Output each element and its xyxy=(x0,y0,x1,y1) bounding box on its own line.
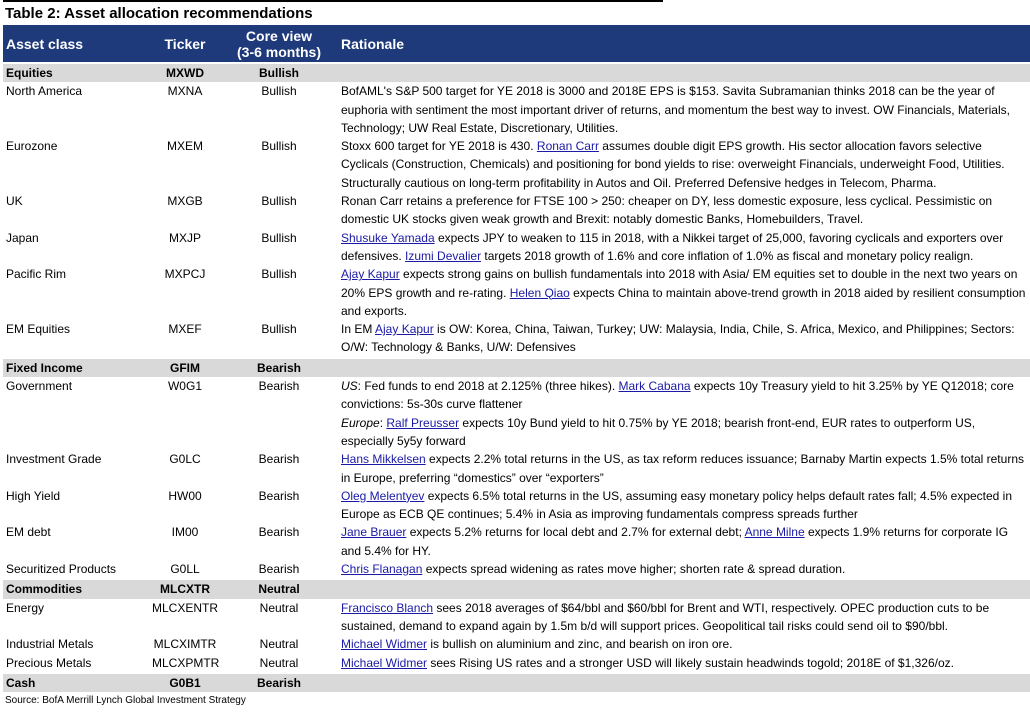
ticker-cell: GFIM xyxy=(149,358,221,377)
rationale-cell xyxy=(337,358,1030,377)
ticker-cell: MXNA xyxy=(167,84,203,99)
asset-class-cell: EM debt xyxy=(6,525,51,540)
asset-class-cell: Industrial Metals xyxy=(6,637,94,652)
rationale-cell xyxy=(337,377,1030,450)
core-view-cell: Bearish xyxy=(258,488,300,503)
table-row xyxy=(3,654,1030,673)
rationale-text: expects 2.2% total returns in the US, as tax reform reduces issuance; Barnaby Martin expects 1.5% total returns in Europe, preferring “domestics” over “exporters” xyxy=(341,452,1024,485)
asset-class-cell: Pacific Rim xyxy=(6,267,67,282)
core-view-cell: Bearish xyxy=(258,562,300,577)
rationale-cell xyxy=(337,82,1030,137)
table-row xyxy=(3,599,1030,636)
table-row xyxy=(3,320,1030,358)
rationale-cell xyxy=(337,192,1030,229)
core-view-cell: Bearish xyxy=(258,452,300,467)
asset-class-cell: Precious Metals xyxy=(6,655,92,670)
rationale-text: In EM xyxy=(341,322,376,337)
asset-class-cell: Securitized Products xyxy=(6,562,117,577)
analyst-link[interactable]: Chris Flanagan xyxy=(341,562,423,577)
core-view-cell: Bullish xyxy=(261,139,297,154)
rationale-text: sees Rising US rates and a stronger USD will likely sustain headwinds togold; 2018E of $1,326/oz. xyxy=(427,655,954,670)
header-rationale: Rationale xyxy=(337,25,1030,63)
table-row xyxy=(3,229,1030,266)
rationale-text: is OW: Korea, China, Taiwan, Turkey; UW: Malaysia, India, Chile, S. Africa, Mexico, and Philippines; Sectors: O/W: Technology & Banks, U/W: Defensives xyxy=(341,322,1015,355)
core-view-cell: Bullish xyxy=(221,63,337,82)
asset-class-cell: North America xyxy=(6,84,83,99)
table-header-row xyxy=(3,25,1030,63)
analyst-link[interactable]: Izumi Devalier xyxy=(405,248,482,263)
analyst-link[interactable]: Ronan Carr xyxy=(536,139,599,154)
rationale-cell xyxy=(337,673,1030,692)
analyst-link[interactable]: Ralf Preusser xyxy=(386,415,460,430)
table-row xyxy=(3,450,1030,487)
table-row xyxy=(3,487,1030,524)
group-row xyxy=(3,358,1030,377)
asset-allocation-table xyxy=(3,25,1030,692)
table-row xyxy=(3,635,1030,653)
ticker-cell: MLCXIMTR xyxy=(153,637,217,652)
core-view-cell: Bearish xyxy=(221,358,337,377)
core-view-cell: Bearish xyxy=(258,379,300,394)
asset-class-cell: Eurozone xyxy=(6,139,58,154)
analyst-link[interactable]: Mark Cabana xyxy=(618,379,691,394)
table-body xyxy=(3,63,1030,692)
asset-class-cell: High Yield xyxy=(6,488,61,503)
ticker-cell: MLCXENTR xyxy=(152,600,219,615)
core-view-cell: Neutral xyxy=(259,600,299,615)
group-row xyxy=(3,63,1030,82)
rationale-text: expects 5.2% returns for local debt and 2.7% for external debt; xyxy=(406,525,745,540)
ticker-cell: MLCXTR xyxy=(149,579,221,598)
rationale-cell xyxy=(337,579,1030,598)
ticker-cell: MLCXPMTR xyxy=(152,655,220,670)
core-view-cell: Bullish xyxy=(261,84,297,99)
group-row xyxy=(3,579,1030,598)
table-row xyxy=(3,137,1030,192)
rationale-cell xyxy=(337,523,1030,560)
rationale-cell xyxy=(337,229,1030,266)
analyst-link[interactable]: Ajay Kapur xyxy=(375,322,434,337)
rationale-cell xyxy=(337,137,1030,192)
rationale-text: targets 2018 growth of 1.6% and core inflation of 1.0% as fiscal and monetary policy realign. xyxy=(481,248,974,263)
core-view-cell: Bullish xyxy=(261,267,297,282)
analyst-link[interactable]: Ajay Kapur xyxy=(341,267,400,282)
rationale-text: BofAML's S&P 500 target for YE 2018 is 3000 and 2018E EPS is $153. Savita Subramanian thinks 2018 can be the year of euphoria with sentiment the most important driver of returns, and momentum the best way to invest. OW Financials, Materials, Technology; UW Real Estate, Discretionary, Utilities. xyxy=(341,84,1010,135)
asset-class-cell: EM Equities xyxy=(6,322,71,337)
rationale-text: : xyxy=(379,415,387,430)
ticker-cell: IM00 xyxy=(171,525,199,540)
core-view-cell: Bullish xyxy=(261,322,297,337)
rationale-text: Ronan Carr retains a preference for FTSE 100 > 250: cheaper on DY, less domestic exposure, less cyclical. Pessimistic on domestic UK stocks given weak growth and Brexit: notably domestic Banks, Homebuilders, Travel. xyxy=(341,194,993,227)
asset-class-cell: Commodities xyxy=(3,579,149,598)
rationale-cell xyxy=(337,450,1030,487)
rationale-text: assumes double digit EPS growth. His sector allocation favors selective Cyclicals (Construction, Chemicals) and positioning for bond yields to rise: overweight Financials, underweight Food, Utilities. Structurally cautious on long-term profitability in Autos and Oil. Preferred Defensive hedges in Telecom, Pharma. xyxy=(341,139,1005,190)
asset-class-cell: UK xyxy=(6,194,23,209)
table-row xyxy=(3,265,1030,320)
table-row xyxy=(3,523,1030,560)
source-note: Source: BofA Merrill Lynch Global Investment Strategy xyxy=(5,695,246,706)
core-view-cell: Bullish xyxy=(261,230,297,245)
rationale-text: expects JPY to weaken to 115 in 2018, with a Nikkei target of 25,000, favoring cyclicals and exporters over defensives. xyxy=(341,230,1004,263)
table-row xyxy=(3,82,1030,137)
analyst-link[interactable]: Michael Widmer xyxy=(341,637,428,652)
rationale-cell xyxy=(337,320,1030,358)
ticker-cell: MXJP xyxy=(168,230,201,245)
title-rule xyxy=(3,0,663,2)
ticker-cell: MXEF xyxy=(168,322,202,337)
rationale-text: expects 1.9% returns for corporate IG and 5.4% for HY. xyxy=(341,525,1009,558)
analyst-link[interactable]: Hans Mikkelsen xyxy=(341,452,426,467)
core-view-cell: Neutral xyxy=(259,637,299,652)
rationale-text: Stoxx 600 target for YE 2018 is 430. xyxy=(341,139,537,154)
rationale-text: expects 10y Treasury yield to hit 3.25% by YE Q12018; core convictions: 5s-30s curve flattener xyxy=(341,379,1014,412)
rationale-text: : Fed funds to end 2018 at 2.125% (three hikes). xyxy=(357,379,619,394)
table-row xyxy=(3,560,1030,579)
core-view-cell: Bearish xyxy=(221,673,337,692)
asset-class-cell: Equities xyxy=(3,63,149,82)
core-view-cell: Neutral xyxy=(221,579,337,598)
analyst-link[interactable]: Jane Brauer xyxy=(341,525,407,540)
rationale-text: expects 6.5% total returns in the US, assuming easy monetary policy helps default rates fall; 4.5% expected in Europe as ECB QE continues; 5.4% in Asia as improving fundamentals compress spreads further xyxy=(341,488,1013,522)
rationale-cell xyxy=(337,63,1030,82)
header-core-view: Core view (3-6 months) xyxy=(221,25,337,63)
header-asset-class: Asset class xyxy=(3,25,149,63)
ticker-cell: MXGB xyxy=(167,194,203,209)
rationale-cell xyxy=(337,560,1030,579)
analyst-link[interactable]: Anne Milne xyxy=(744,525,805,540)
ticker-cell: G0B1 xyxy=(149,673,221,692)
rationale-cell xyxy=(337,599,1030,636)
rationale-cell xyxy=(337,265,1030,320)
asset-class-cell: Cash xyxy=(3,673,149,692)
asset-class-cell: Fixed Income xyxy=(3,358,149,377)
rationale-cell xyxy=(337,654,1030,673)
region-label: US xyxy=(341,379,358,394)
ticker-cell: HW00 xyxy=(168,488,202,503)
analyst-link[interactable]: Michael Widmer xyxy=(341,655,428,670)
analyst-link[interactable]: Francisco Blanch xyxy=(341,600,434,615)
asset-class-cell: Japan xyxy=(6,230,39,245)
table-row xyxy=(3,377,1030,450)
rationale-text: expects 10y Bund yield to hit 0.75% by YE 2018; bearish front-end, EUR rates to outperform US, especially 5y5y forward xyxy=(341,415,976,448)
header-ticker: Ticker xyxy=(149,25,221,63)
ticker-cell: W0G1 xyxy=(167,379,202,394)
core-view-cell: Bullish xyxy=(261,194,297,209)
ticker-cell: G0LC xyxy=(169,452,201,467)
group-row xyxy=(3,673,1030,692)
rationale-text: expects spread widening as rates move higher; shorten rate & spread duration. xyxy=(422,562,846,577)
analyst-link[interactable]: Oleg Melentyev xyxy=(341,488,425,503)
table-title: Table 2: Asset allocation recommendations xyxy=(5,5,313,22)
ticker-cell: MXEM xyxy=(167,139,203,154)
rationale-text: expects China to maintain above-trend growth in 2018 aided by resilient consumption and exports. xyxy=(341,285,1026,318)
rationale-text: expects strong gains on bullish fundamentals into 2018 with Asia/ EM equities set to double in the next two years on 20% EPS growth and re-rating. xyxy=(341,267,1018,300)
rationale-cell xyxy=(337,487,1030,524)
analyst-link[interactable]: Helen Qiao xyxy=(509,285,570,300)
ticker-cell: G0LL xyxy=(170,562,200,577)
rationale-cell xyxy=(337,635,1030,653)
region-label: Europe xyxy=(341,415,380,430)
rationale-text: is bullish on aluminium and zinc, and bearish on iron ore. xyxy=(427,637,733,652)
asset-class-cell: Government xyxy=(6,379,73,394)
ticker-cell: MXWD xyxy=(149,63,221,82)
table-row xyxy=(3,192,1030,229)
core-view-cell: Neutral xyxy=(259,655,299,670)
analyst-link[interactable]: Shusuke Yamada xyxy=(341,230,435,245)
asset-class-cell: Energy xyxy=(6,600,45,615)
rationale-text: sees 2018 averages of $64/bbl and $60/bbl for Brent and WTI, respectively. OPEC production cuts to be sustained, demand to expand again by 1.5m b/d will support prices. Geopolitical tail risks could send oil to $90/bbl. xyxy=(341,600,990,633)
core-view-cell: Bearish xyxy=(258,525,300,540)
ticker-cell: MXPCJ xyxy=(164,267,206,282)
asset-class-cell: Investment Grade xyxy=(6,452,102,467)
